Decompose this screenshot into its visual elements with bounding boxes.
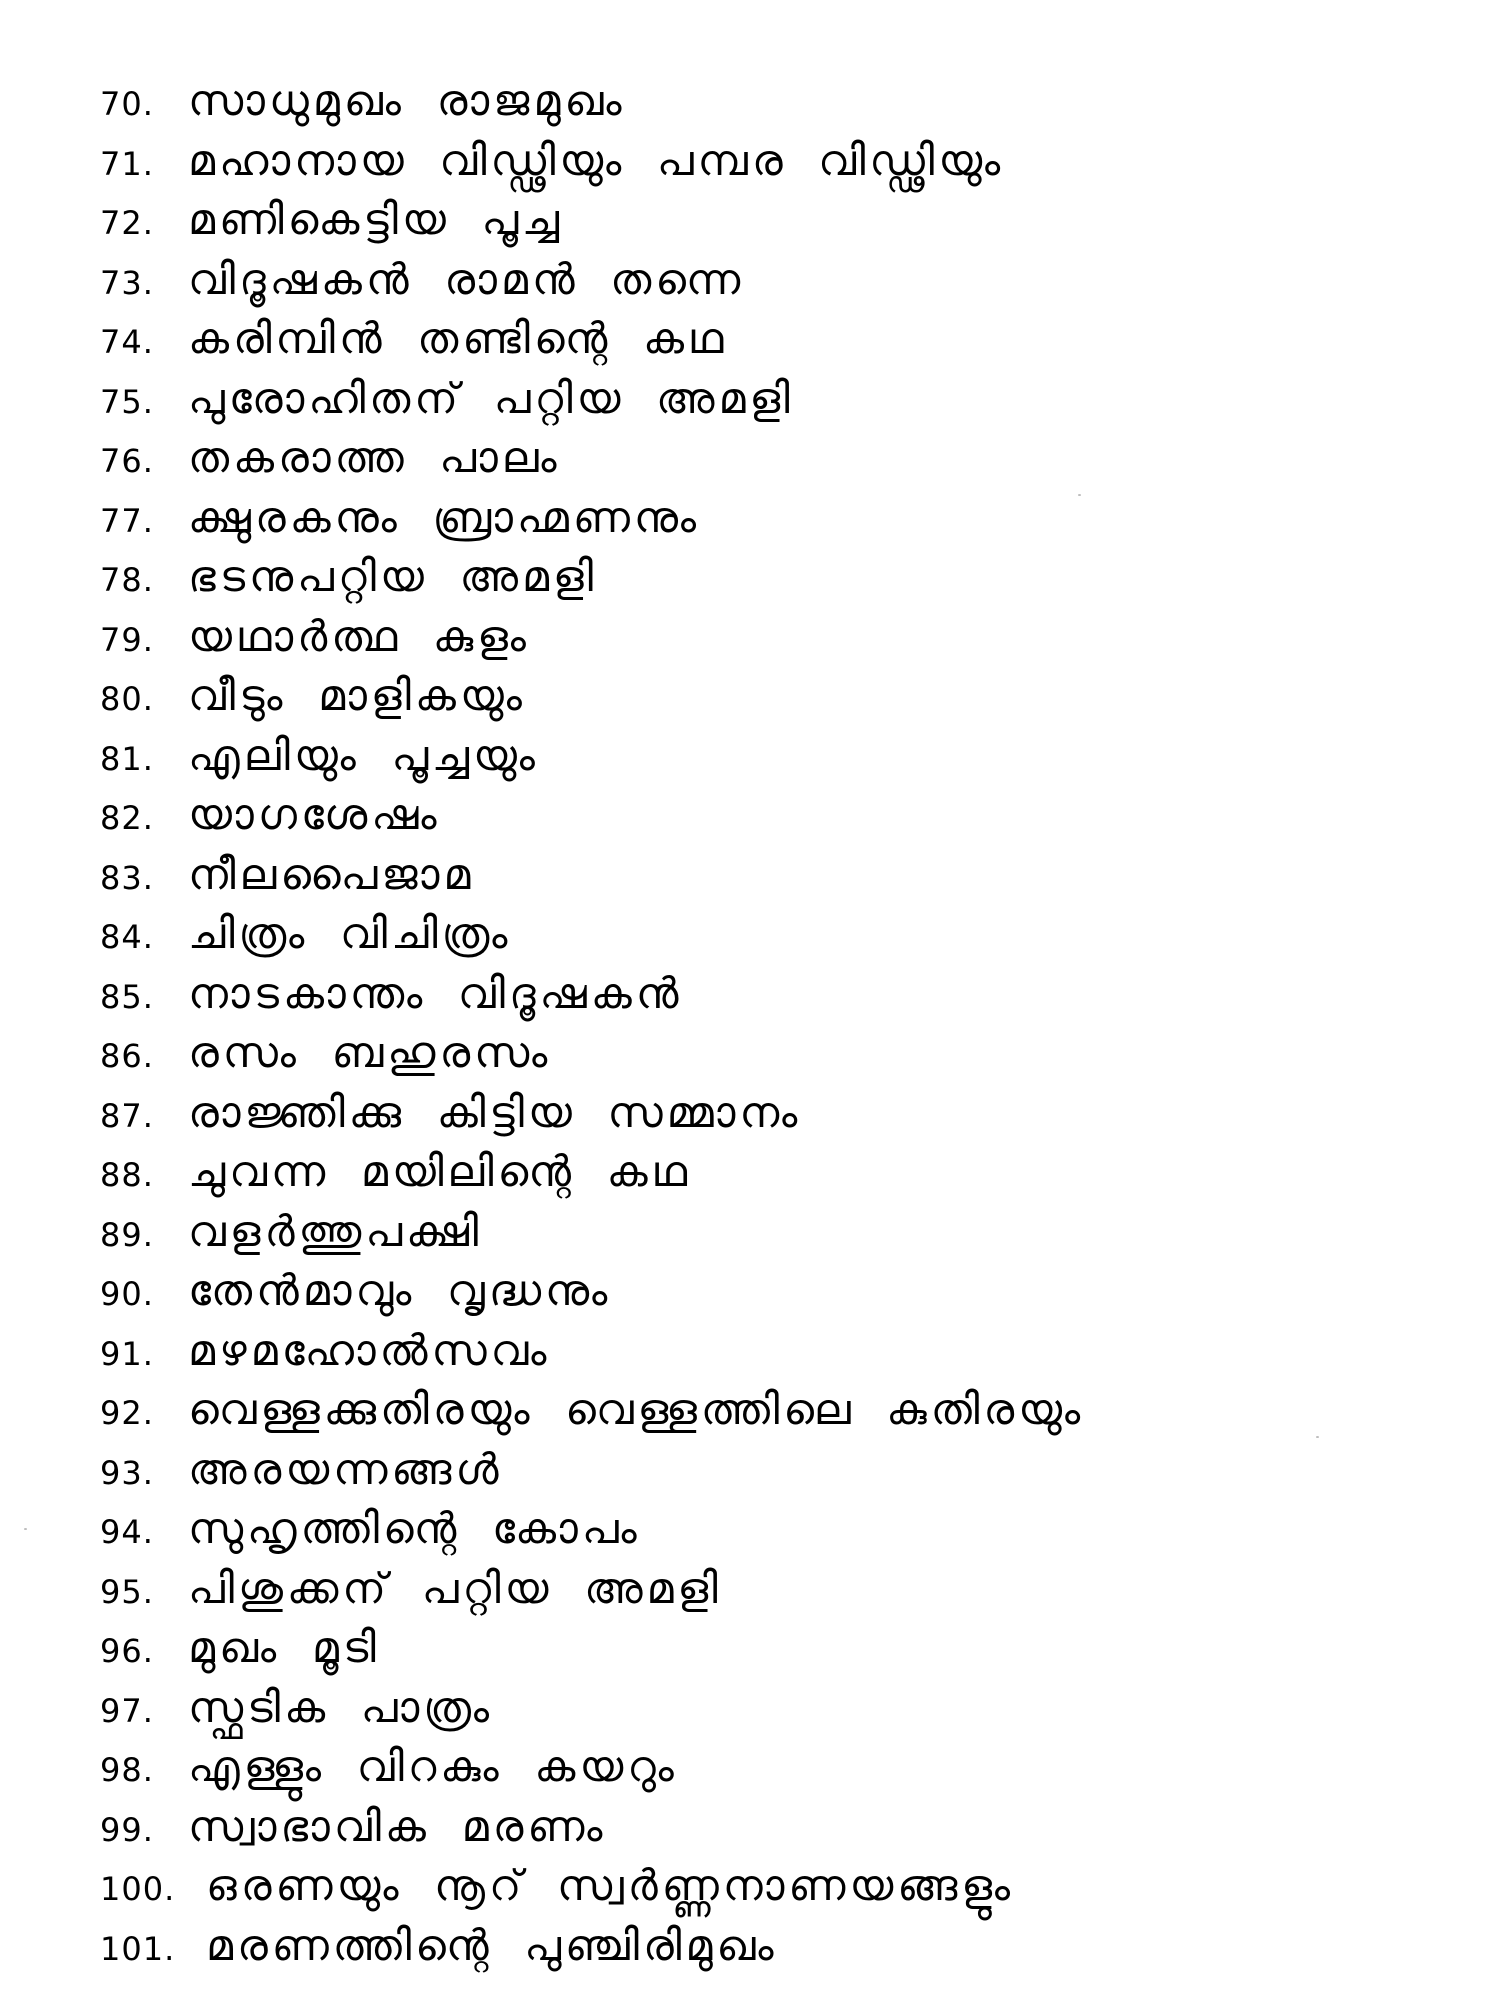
chapter-entry bbox=[100, 310, 1400, 370]
chapter-number: 73. bbox=[100, 263, 154, 302]
chapter-entry bbox=[100, 429, 1400, 489]
chapter-entry bbox=[100, 1322, 1400, 1382]
chapter-entry bbox=[100, 132, 1400, 192]
chapter-entry bbox=[100, 1738, 1400, 1798]
chapter-title: മഹാനായ വിഡ്ഢിയും പമ്പര വിഡ്ഢിയും bbox=[188, 135, 1005, 186]
chapter-entry bbox=[100, 489, 1400, 549]
chapter-title: മുഖം മൂടി bbox=[188, 1623, 380, 1673]
chapter-number: 71. bbox=[100, 144, 154, 183]
chapter-title: എള്ളും വിറകും കയറും bbox=[188, 1742, 678, 1792]
chapter-number: 101. bbox=[100, 1929, 176, 1968]
chapter-entry bbox=[100, 1798, 1400, 1858]
chapter-title: തകരാത്ത പാലം bbox=[188, 433, 561, 483]
chapter-title: മഴമഹോൽസവം bbox=[188, 1325, 551, 1376]
chapter-number: 83. bbox=[100, 858, 154, 897]
chapter-title: പുരോഹിതന് പറ്റിയ അമളി bbox=[188, 373, 794, 424]
chapter-number: 75. bbox=[100, 382, 154, 421]
chapter-title: എലിയും പൂച്ചയും bbox=[188, 730, 539, 781]
chapter-entry bbox=[100, 1143, 1400, 1203]
chapter-title: ഭടനുപറ്റിയ അമളി bbox=[188, 552, 598, 602]
chapter-number: 74. bbox=[100, 323, 154, 361]
chapter-entry bbox=[100, 1203, 1400, 1263]
chapter-number: 93. bbox=[100, 1453, 154, 1492]
chapter-entry bbox=[100, 608, 1400, 668]
chapter-title: വെള്ളക്കുതിരയും വെള്ളത്തിലെ കുതിരയും bbox=[188, 1385, 1085, 1435]
chapter-title: അരയന്നങ്ങൾ bbox=[188, 1444, 503, 1495]
chapter-title: വീടും മാളികയും bbox=[188, 671, 526, 721]
chapter-title: ഒരണയും നൂറ് സ്വർണ്ണനാണയങ്ങളും bbox=[206, 1861, 1015, 1911]
chapter-entry bbox=[100, 1560, 1400, 1620]
chapter-number: 97. bbox=[100, 1691, 154, 1730]
chapter-entry bbox=[100, 370, 1400, 430]
chapter-title: നീലപൈജാമ bbox=[188, 849, 475, 900]
chapter-number: 87. bbox=[100, 1096, 154, 1135]
chapter-entry bbox=[100, 1084, 1400, 1144]
chapter-number: 84. bbox=[100, 918, 154, 956]
chapter-entry bbox=[100, 846, 1400, 906]
chapter-entry bbox=[100, 727, 1400, 787]
chapter-number: 86. bbox=[100, 1037, 154, 1075]
chapter-entry bbox=[100, 251, 1400, 311]
chapter-title: യഥാർത്ഥ കുളം bbox=[188, 611, 530, 662]
chapter-title: രസം ബഹുരസം bbox=[188, 1028, 552, 1078]
chapter-entry bbox=[100, 905, 1400, 965]
chapter-title: സ്വാഭാവിക മരണം bbox=[188, 1801, 607, 1852]
chapter-title: നാടകാന്തം വിദൂഷകൻ bbox=[188, 968, 683, 1019]
chapter-entry bbox=[100, 191, 1400, 251]
chapter-number: 99. bbox=[100, 1810, 154, 1849]
chapter-number: 70. bbox=[100, 85, 154, 123]
chapter-title: വിദൂഷകൻ രാമൻ തന്നെ bbox=[188, 254, 745, 305]
chapter-title: പിശുക്കന് പറ്റിയ അമളി bbox=[188, 1563, 722, 1614]
chapter-number: 92. bbox=[100, 1394, 154, 1432]
chapter-title: ചുവന്ന മയിലിന്റെ കഥ bbox=[188, 1147, 692, 1197]
chapter-entry bbox=[100, 1024, 1400, 1084]
chapter-title: മണികെട്ടിയ പൂച്ച bbox=[188, 195, 564, 245]
chapter-entry bbox=[100, 72, 1400, 132]
chapter-number: 82. bbox=[100, 799, 154, 837]
chapter-entry bbox=[100, 1381, 1400, 1441]
scan-speck bbox=[24, 1528, 27, 1530]
scan-speck bbox=[1316, 1436, 1319, 1438]
chapter-list bbox=[100, 72, 1400, 1976]
chapter-number: 89. bbox=[100, 1215, 154, 1254]
chapter-entry bbox=[100, 965, 1400, 1025]
chapter-title: സുഹൃത്തിന്റെ കോപം bbox=[188, 1504, 641, 1554]
chapter-entry bbox=[100, 1679, 1400, 1739]
chapter-title: തേൻമാവും വൃദ്ധനും bbox=[188, 1266, 612, 1316]
chapter-number: 98. bbox=[100, 1751, 154, 1789]
chapter-number: 77. bbox=[100, 501, 154, 540]
chapter-entry bbox=[100, 1262, 1400, 1322]
chapter-title: സാധുമുഖം രാജമുഖം bbox=[188, 76, 626, 126]
chapter-title: ക്ഷുരകനും ബ്രാഹ്മണനും bbox=[188, 492, 701, 543]
chapter-number: 95. bbox=[100, 1572, 154, 1611]
chapter-number: 81. bbox=[100, 739, 154, 778]
chapter-entry bbox=[100, 548, 1400, 608]
chapter-number: 85. bbox=[100, 977, 154, 1016]
chapter-number: 91. bbox=[100, 1334, 154, 1373]
chapter-title: വളർത്തുപക്ഷി bbox=[188, 1206, 483, 1257]
chapter-entry bbox=[100, 1441, 1400, 1501]
chapter-title: ചിത്രം വിചിത്രം bbox=[188, 909, 512, 959]
chapter-entry bbox=[100, 667, 1400, 727]
chapter-title: മരണത്തിന്റെ പുഞ്ചിരിമുഖം bbox=[206, 1920, 778, 1971]
chapter-entry bbox=[100, 1917, 1400, 1977]
chapter-number: 78. bbox=[100, 561, 154, 599]
chapter-number: 96. bbox=[100, 1632, 154, 1670]
chapter-number: 90. bbox=[100, 1275, 154, 1313]
chapter-number: 79. bbox=[100, 620, 154, 659]
chapter-number: 94. bbox=[100, 1513, 154, 1551]
chapter-number: 76. bbox=[100, 442, 154, 480]
chapter-title: രാജ്ഞിക്കു കിട്ടിയ സമ്മാനം bbox=[188, 1087, 802, 1138]
chapter-entry bbox=[100, 786, 1400, 846]
chapter-number: 100. bbox=[100, 1870, 176, 1908]
chapter-title: കരിമ്പിൻ തണ്ടിന്റെ കഥ bbox=[188, 314, 728, 364]
scan-speck bbox=[1078, 494, 1081, 496]
chapter-entry bbox=[100, 1857, 1400, 1917]
chapter-number: 88. bbox=[100, 1156, 154, 1194]
chapter-entry bbox=[100, 1500, 1400, 1560]
chapter-number: 72. bbox=[100, 204, 154, 242]
chapter-title: യാഗശേഷം bbox=[188, 790, 441, 840]
chapter-entry bbox=[100, 1619, 1400, 1679]
chapter-title: സ്ഫടിക പാത്രം bbox=[188, 1682, 494, 1733]
chapter-number: 80. bbox=[100, 680, 154, 718]
